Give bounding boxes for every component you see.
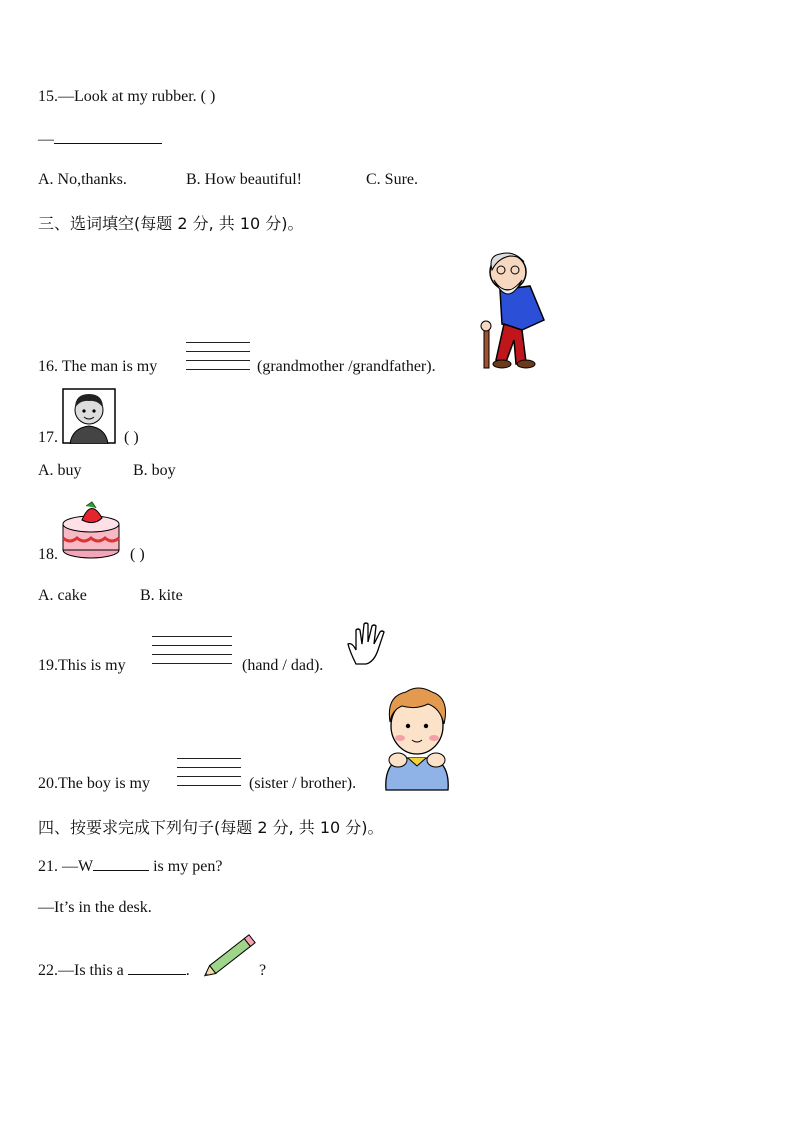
q22-question xyxy=(38,962,190,980)
dash: — xyxy=(38,131,54,148)
hand-image xyxy=(344,620,390,666)
q16-choices: (grandmother /grandfather). xyxy=(257,358,436,375)
q18-option-b: B. kite xyxy=(140,587,183,604)
q17-answer-paren[interactable]: ( ) xyxy=(124,429,139,446)
q18-option-a: A. cake xyxy=(38,587,87,604)
q19-prefix: 19.This is my xyxy=(38,657,126,674)
q15-answer-line xyxy=(38,131,162,149)
q18-number: 18. xyxy=(38,546,58,563)
q22-suffix: . xyxy=(185,962,190,979)
q20-prefix: 20.The boy is my xyxy=(38,775,150,792)
q16-writing-lines[interactable] xyxy=(186,342,250,378)
q18-answer-paren[interactable]: ( ) xyxy=(130,546,145,563)
q17-option-b: B. boy xyxy=(133,462,176,479)
q20-choices: (sister / brother). xyxy=(249,775,357,792)
grandfather-image xyxy=(470,250,554,374)
answer-blank[interactable] xyxy=(54,143,162,144)
q21-prefix: 21. —W xyxy=(38,858,94,875)
q15-option-a: A. No,thanks. xyxy=(38,171,127,188)
cake-image xyxy=(60,498,122,560)
q17-option-a: A. buy xyxy=(38,462,82,479)
section4-title: 四、按要求完成下列句子(每题 2 分, 共 10 分)。 xyxy=(38,818,384,837)
q19-writing-lines[interactable] xyxy=(152,636,232,672)
q15-option-c: C. Sure. xyxy=(366,171,418,188)
q21-question xyxy=(38,858,222,876)
q20-writing-lines[interactable] xyxy=(177,758,241,794)
q22-blank[interactable] xyxy=(128,974,186,975)
boy-image xyxy=(62,388,116,444)
section3-title: 三、选词填空(每题 2 分, 共 10 分)。 xyxy=(38,214,304,233)
q21-blank[interactable] xyxy=(93,870,149,871)
q21-answer: —It’s in the desk. xyxy=(38,899,152,916)
q17-number: 17. xyxy=(38,429,58,446)
q15-option-b: B. How beautiful! xyxy=(186,171,302,188)
q21-suffix: is my pen? xyxy=(153,858,223,875)
q19-choices: (hand / dad). xyxy=(242,657,324,674)
pencil-image xyxy=(198,934,262,978)
q15-question: 15.—Look at my rubber. ( ) xyxy=(38,88,216,105)
q22-prefix: 22.—Is this a xyxy=(38,962,124,979)
brother-image xyxy=(380,686,454,792)
q16-prefix: 16. The man is my xyxy=(38,358,158,375)
q22-question-mark: ? xyxy=(259,962,267,979)
